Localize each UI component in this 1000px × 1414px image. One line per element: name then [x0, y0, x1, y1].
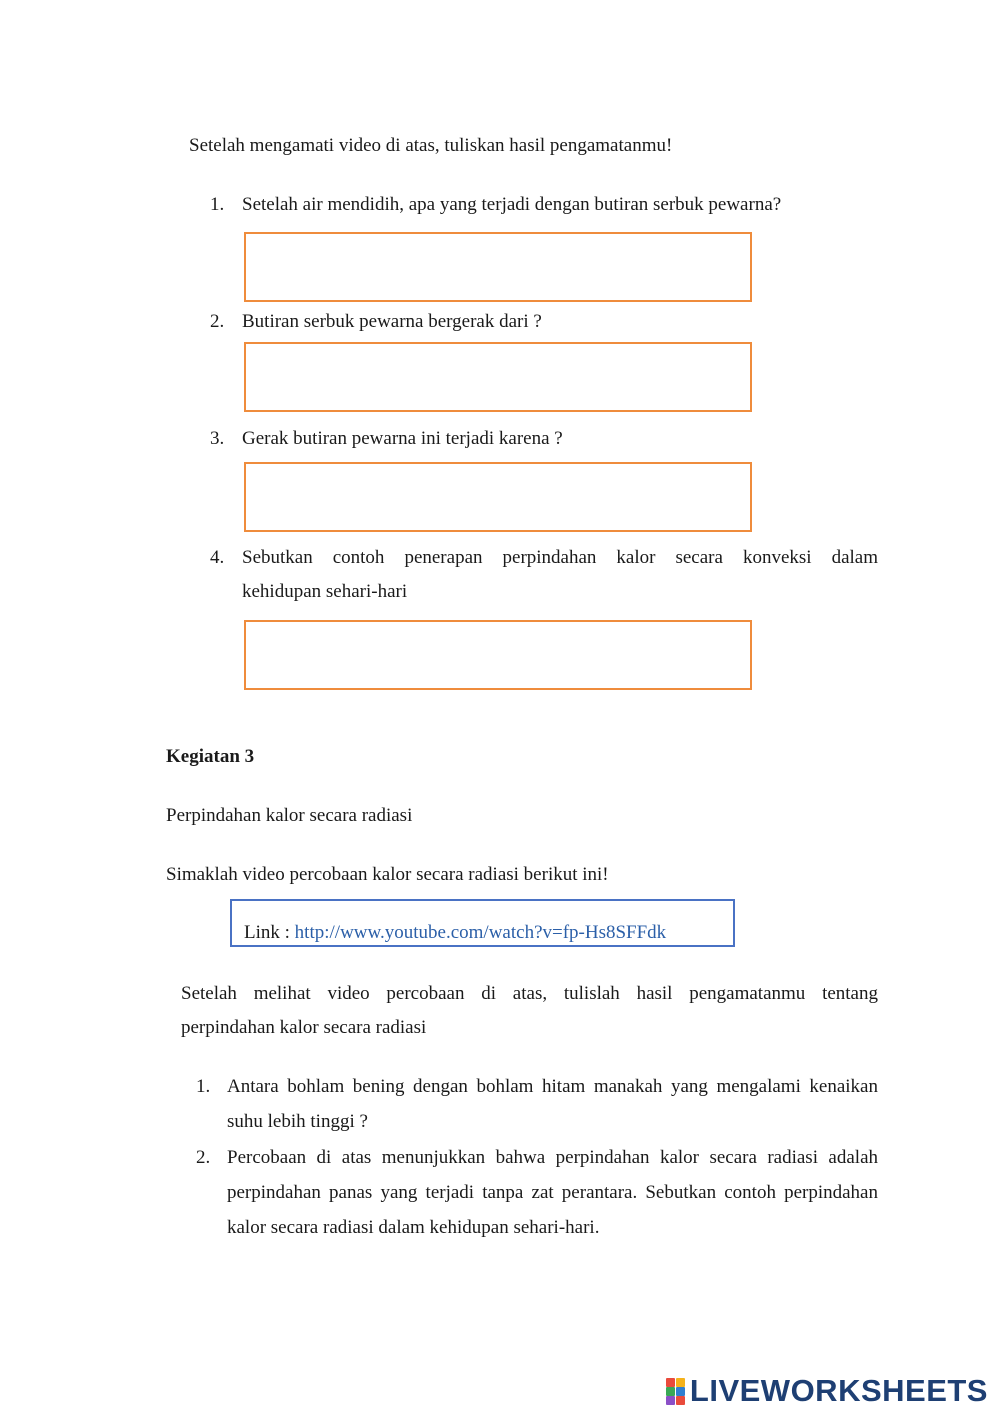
- instruction-text: Simaklah video percobaan kalor secara radiasi berikut ini!: [166, 864, 609, 885]
- question-text-cont: kalor secara radiasi dalam kehidupan sehari-hari.: [227, 1217, 600, 1238]
- video-link[interactable]: http://www.youtube.com/watch?v=fp-Hs8SFFdk: [294, 922, 667, 943]
- logo-wordmark: LIVEWORKSHEETS: [689, 1373, 988, 1408]
- answer-box-a4[interactable]: [244, 620, 752, 690]
- answer-box-a2[interactable]: [244, 342, 752, 412]
- question-number: 1.: [196, 1076, 211, 1097]
- question-text: Butiran serbuk pewarna bergerak dari ?: [242, 311, 542, 332]
- question-number: 1.: [210, 194, 225, 215]
- question-number: 2.: [196, 1147, 211, 1168]
- logo-icon: [666, 1377, 686, 1405]
- answer-box-a3[interactable]: [244, 462, 752, 532]
- section-subtitle: Perpindahan kalor secara radiasi: [166, 805, 413, 826]
- question-text: Setelah air mendidih, apa yang terjadi dengan butiran serbuk pewarna?: [242, 194, 782, 215]
- answer-box-a1[interactable]: [244, 232, 752, 302]
- question-text: Sebutkan contoh penerapan perpindahan kalor secara konveksi dalam: [242, 547, 878, 568]
- question-text-cont: perpindahan panas yang terjadi tanpa zat perantara. Sebutkan contoh perpindahan: [227, 1182, 878, 1203]
- paragraph-line: Setelah melihat video percobaan di atas, tulislah hasil pengamatanmu tentang: [181, 983, 878, 1004]
- paragraph-line: perpindahan kalor secara radiasi: [181, 1017, 427, 1038]
- question-text: Percobaan di atas menunjukkan bahwa perpindahan kalor secara radiasi adalah: [227, 1147, 878, 1168]
- question-text: Antara bohlam bening dengan bohlam hitam manakah yang mengalami kenaikan: [227, 1076, 878, 1097]
- question-text-cont: suhu lebih tinggi ?: [227, 1111, 368, 1132]
- liveworksheets-logo: [666, 1374, 988, 1408]
- intro-text: Setelah mengamati video di atas, tuliskan hasil pengamatanmu!: [189, 135, 673, 156]
- link-box: [230, 899, 735, 947]
- question-number: 3.: [210, 428, 225, 449]
- link-label: Link :: [244, 922, 295, 943]
- section-title: Kegiatan 3: [166, 746, 255, 767]
- question-text: Gerak butiran pewarna ini terjadi karena ?: [242, 428, 563, 449]
- question-number: 4.: [210, 547, 225, 568]
- question-number: 2.: [210, 311, 225, 332]
- question-text-cont: kehidupan sehari-hari: [242, 581, 408, 602]
